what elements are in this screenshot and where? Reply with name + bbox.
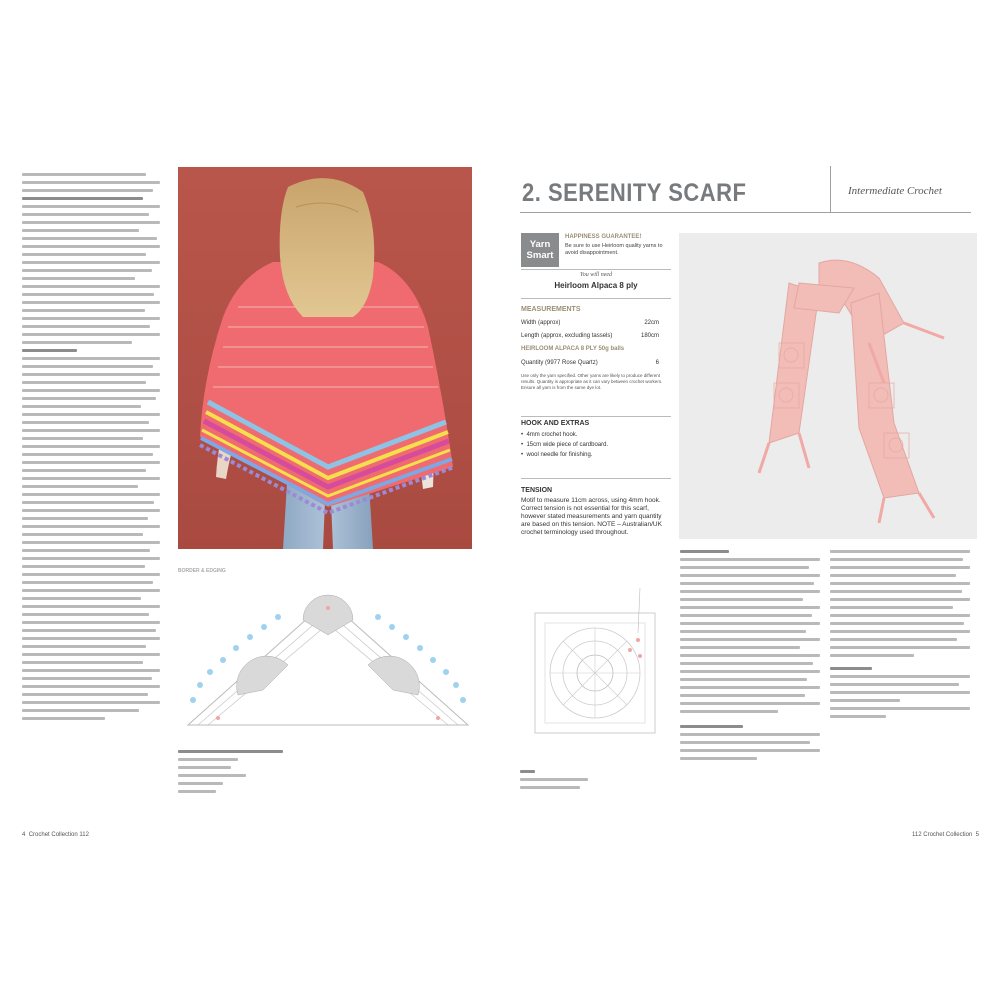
measurement-row: [521, 320, 659, 326]
border-edging-heading: BORDER & EDGING: [178, 568, 226, 574]
motif-key: [520, 765, 670, 794]
page-title: 2. SERENITY SCARF: [522, 178, 747, 207]
scarf-photo: [679, 233, 977, 539]
left-page-number: 4: [22, 832, 26, 838]
measurement-value: 22cm: [644, 320, 659, 326]
yarn-smart-line1: Yarn: [529, 239, 551, 250]
yarn-heading: HEIRLOOM ALPACA 8 PLY 50g balls: [521, 346, 625, 352]
list-item: • wool needle for finishing.: [521, 452, 593, 458]
hook-extras-list: [521, 430, 671, 460]
motif-instructions: [680, 545, 820, 765]
right-footer-text: 112 Crochet Collection: [912, 832, 973, 838]
right-footer: [912, 832, 979, 838]
motif-chart: [520, 578, 665, 758]
yarn-smart-headline: HAPPINESS GUARANTEE!: [565, 234, 642, 240]
yarn-smart-badge: [521, 233, 559, 267]
make-up-instructions: [830, 545, 970, 723]
divider: [521, 298, 671, 299]
level-label: Intermediate Crochet: [848, 185, 942, 197]
border-chart: [178, 580, 478, 740]
left-footer: [22, 832, 89, 838]
yarn-note: Use only the yarn specified. Other yarns are likely to produce different results. Quantity is appropriate as it can vary between crochet workers. Ensure all yarn is from the same dye lot.: [521, 373, 663, 390]
you-will-need-label: You will need: [579, 272, 613, 278]
left-body-text: [22, 168, 160, 725]
border-key: [178, 745, 328, 798]
divider: [521, 269, 671, 270]
measurements-heading: MEASUREMENTS: [521, 306, 581, 313]
quantity-value: 6: [655, 360, 659, 366]
list-item: • 15cm wide piece of cardboard.: [521, 442, 609, 448]
divider: [521, 478, 671, 479]
divider: [521, 416, 671, 417]
measurement-row: [521, 333, 659, 339]
left-footer-text: Crochet Collection 112: [28, 832, 89, 838]
hook-extras-heading: HOOK AND EXTRAS: [521, 420, 590, 427]
measurement-label: Length (approx, excluding tassels): [521, 333, 613, 339]
yarn-smart-body: Be sure to use Heirloom quality yarns to avoid disappointment.: [565, 243, 663, 256]
quantity-row: [521, 360, 659, 366]
quantity-label: Quantity (9977 Rose Quartz): [521, 360, 598, 366]
measurement-label: Width (approx): [521, 320, 561, 326]
title-rule: [520, 212, 830, 213]
yarn-smart-line2: Smart: [526, 250, 554, 261]
you-will-need-yarn: Heirloom Alpaca 8 ply: [554, 281, 638, 290]
shawl-illustration: [178, 167, 472, 549]
measurement-value: 180cm: [640, 333, 659, 339]
tension-text: Motif to measure 11cm across, using 4mm hook. Correct tension is not essential for this scarf, however stated measurements and yarn quantity are based on this tension. NOTE – Australian/UK crochet terminology used throughout.: [521, 497, 662, 536]
tension-heading: TENSION: [521, 487, 553, 494]
right-page-number: 5: [975, 832, 979, 838]
shawl-photo: [178, 167, 472, 549]
list-item: • 4mm crochet hook.: [521, 432, 578, 438]
